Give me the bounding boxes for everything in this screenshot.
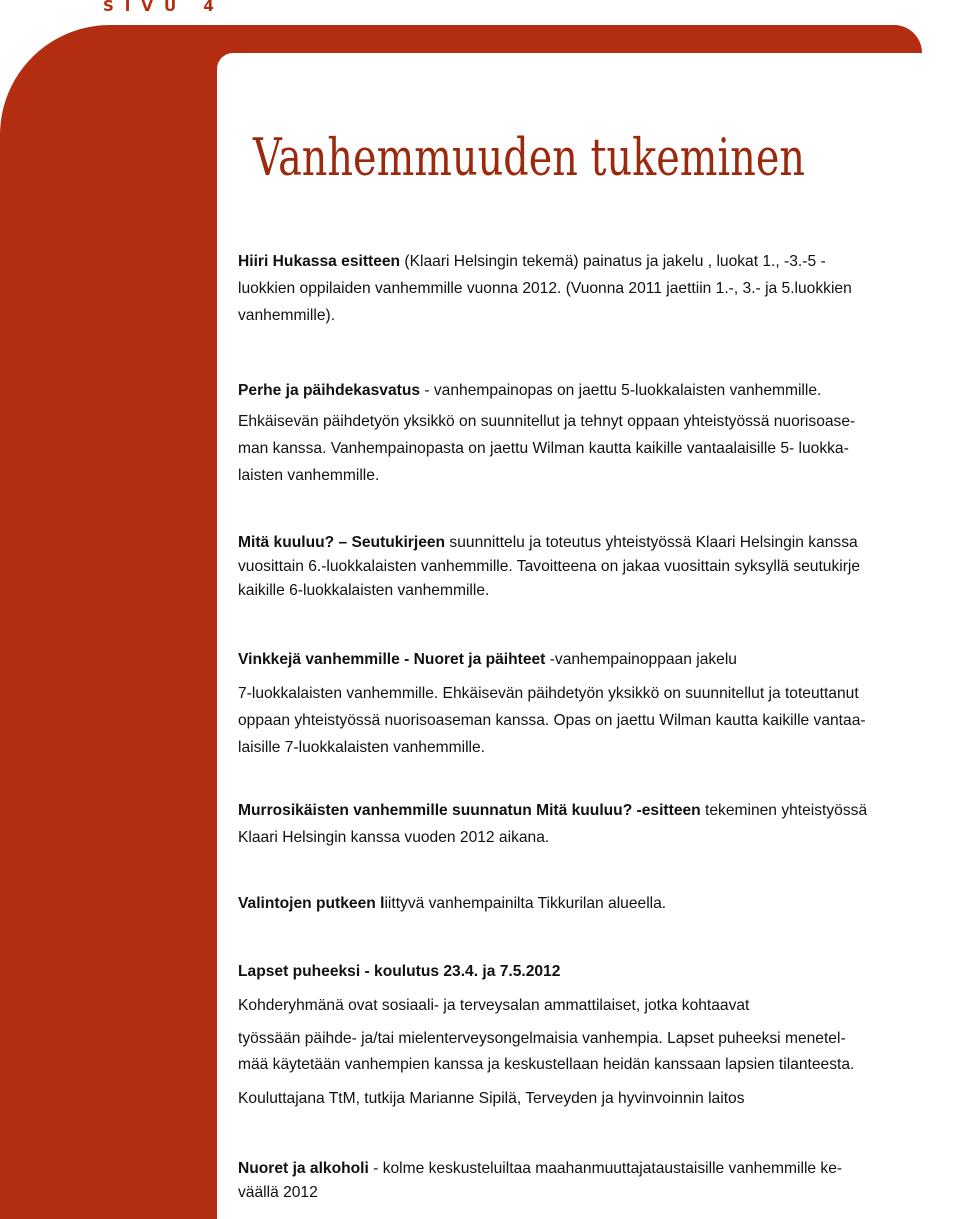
page-label: SIVU 4	[103, 0, 225, 15]
section-line: vanhemmille).	[238, 307, 336, 324]
section-text: - kolme keskusteluiltaa maahanmuuttajataustaisille vanhemmille ke-	[368, 1160, 843, 1177]
section-heading	[238, 958, 950, 985]
section-line: man kanssa. Vanhempainopasta on jaettu Wilman kautta kaikille vantaalaisille 5- luokka-	[238, 440, 849, 457]
section-heading: Nuoret ja alkoholi	[238, 1160, 369, 1177]
section-line	[238, 646, 950, 673]
section-line	[238, 797, 950, 824]
section-heading: Valintojen putkeen l	[238, 895, 385, 912]
section-perhe-ja-paihdekasvatus	[238, 377, 950, 489]
section-heading: Vinkkejä vanhemmille - Nuoret ja päihteet	[238, 651, 546, 668]
section-lapset-puheeksi	[238, 958, 950, 1112]
section-vinkkeja-vanhemmille	[238, 646, 950, 761]
section-heading: Perhe ja päihdekasvatus	[238, 382, 421, 399]
section-murrosikaisten	[238, 797, 950, 851]
section-heading-text: Lapset puheeksi - koulutus 23.4. ja 7.5.2012	[238, 963, 561, 980]
section-line: kaikille 6-luokkalaisten vanhemmille.	[238, 582, 490, 599]
section-line: oppaan yhteistyössä nuorisoaseman kanssa. Opas on jaettu Wilman kautta kaikille vantaa-	[238, 712, 866, 729]
section-nuoret-ja-alkoholi	[238, 1157, 950, 1205]
section-line: laisille 7-luokkalaisten vanhemmille.	[238, 739, 486, 756]
section-line: Kouluttajana TtM, tutkija Marianne Sipilä, Terveyden ja hyvinvoinnin laitos	[238, 1090, 745, 1107]
section-text: suunnittelu ja toteutus yhteistyössä Klaari Helsingin kanssa	[445, 534, 858, 551]
section-line: mää käytetään vanhempien kanssa ja keskustellaan heidän kanssaan lapsien tilanteesta.	[238, 1056, 855, 1073]
section-line: työssään päihde- ja/tai mielenterveysongelmaisia vanhempia. Lapset puheeksi menetel-	[238, 1030, 846, 1047]
section-text: - vanhempainopas on jaettu 5-luokkalaisten vanhemmille.	[420, 382, 822, 399]
section-line	[238, 248, 950, 275]
section-heading: Hiiri Hukassa esitteen	[238, 253, 401, 270]
section-text: tekeminen yhteistyössä	[700, 802, 868, 819]
section-text: -vanhempainoppaan jakelu	[545, 651, 737, 668]
section-text: iittyvä vanhempainilta Tikkurilan alueella.	[384, 895, 667, 912]
section-valintojen-putkeen	[238, 890, 950, 917]
section-line: vuosittain 6.-luokkalaisten vanhemmille. Tavoitteena on jakaa vuosittain syksyllä seutukirje	[238, 558, 861, 575]
section-line: Ehkäisevän päihdetyön yksikkö on suunnitellut ja tehnyt oppaan yhteistyössä nuorisoase-	[238, 413, 856, 430]
section-heading: Mitä kuuluu? – Seutukirjeen	[238, 534, 446, 551]
section-line: väällä 2012	[238, 1184, 318, 1201]
section-line: laisten vanhemmille.	[238, 467, 380, 484]
section-heading: Murrosikäisten vanhemmille suunnatun Mitä kuuluu? -esitteen	[238, 802, 701, 819]
section-line	[238, 890, 950, 917]
section-line	[238, 531, 950, 555]
section-hiiri-hukassa	[238, 248, 950, 329]
section-line: luokkien oppilaiden vanhemmille vuonna 2012. (Vuonna 2011 jaettiin 1.-, 3.- ja 5.luokkien	[238, 280, 852, 297]
section-line: 7-luokkalaisten vanhemmille. Ehkäisevän päihdetyön yksikkö on suunnitellut ja toteuttanut	[238, 685, 859, 702]
section-line: Klaari Helsingin kanssa vuoden 2012 aikana.	[238, 829, 550, 846]
section-line	[238, 377, 950, 404]
section-mita-kuuluu	[238, 531, 950, 603]
section-text: (Klaari Helsingin tekemä) painatus ja jakelu , luokat 1., -3.-5 -	[400, 253, 826, 270]
page-title: Vanhemmuuden tukeminen	[253, 129, 806, 188]
section-line	[238, 1157, 950, 1181]
section-line: Kohderyhmänä ovat sosiaali- ja terveysalan ammattilaiset, jotka kohtaavat	[238, 997, 750, 1014]
